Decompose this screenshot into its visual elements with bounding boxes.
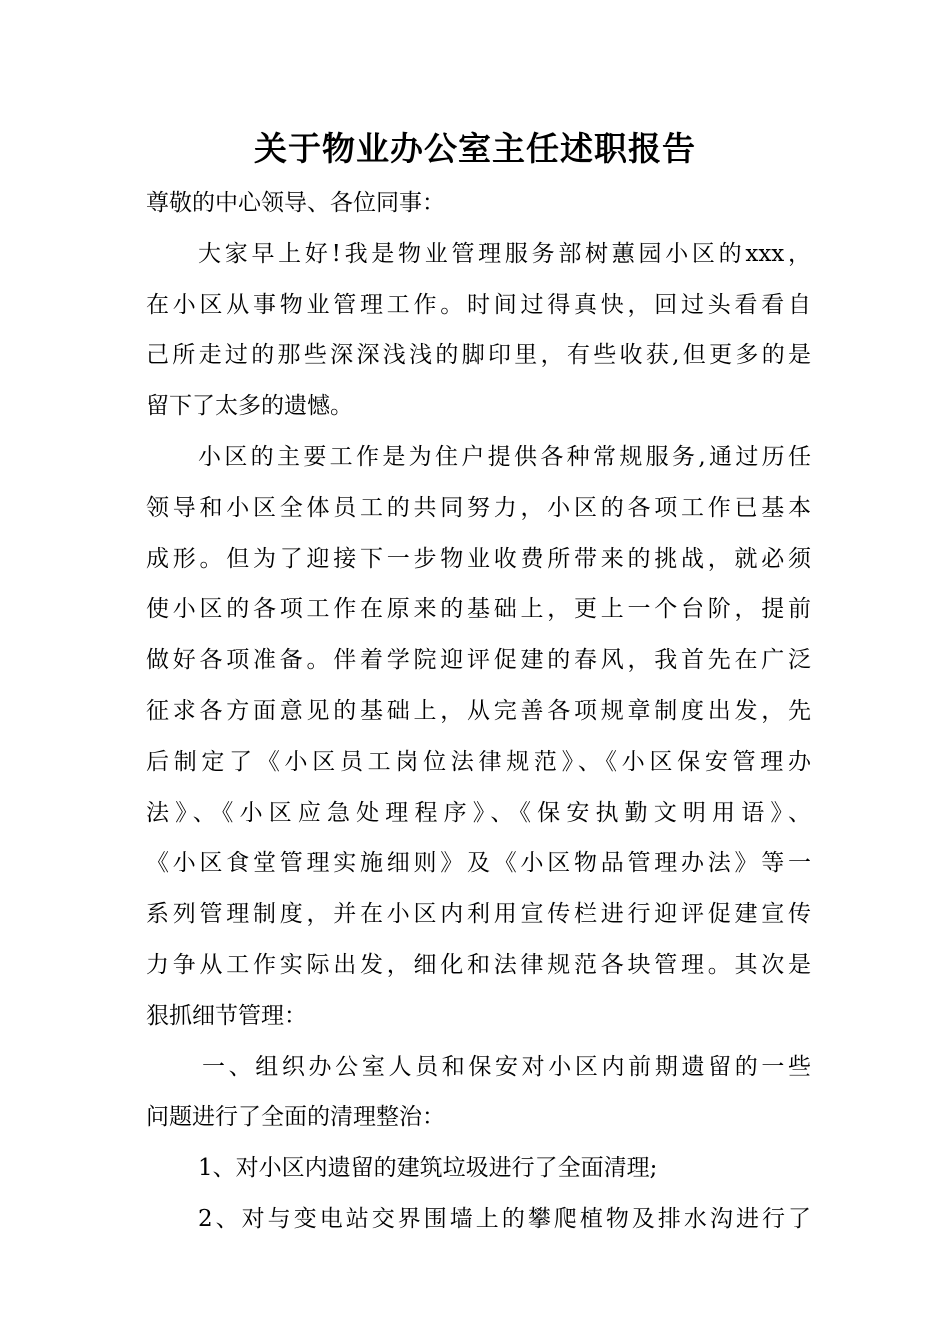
section-heading-line: 问题进行了全面的清理整治： xyxy=(146,1104,445,1131)
paragraph-line: 大家早上好!我是物业管理服务部树蕙园小区的xxx， xyxy=(198,240,811,267)
salutation-line: 尊敬的中心领导、各位同事： xyxy=(146,190,445,216)
paragraph-line: 领导和小区全体员工的共同努力，小区的各项工作已基本 xyxy=(146,494,811,521)
paragraph-line: 使小区的各项工作在原来的基础上，更上一个台阶，提前 xyxy=(146,596,811,623)
paragraph-line: 己所走过的那些深深浅浅的脚印里，有些收获,但更多的是 xyxy=(146,342,811,369)
document-body xyxy=(146,178,811,1245)
paragraph-line: 在小区从事物业管理工作。时间过得真快，回过头看看自 xyxy=(146,291,811,318)
paragraph-line: 留下了太多的遗憾。 xyxy=(146,393,353,420)
paragraph-line: 做好各项准备。伴着学院迎评促建的春风，我首先在广泛 xyxy=(146,647,811,674)
paragraph-line: 成形。但为了迎接下一步物业收费所带来的挑战，就必须 xyxy=(146,545,811,572)
list-item: 1、对小区内遗留的建筑垃圾进行了全面清理; xyxy=(198,1155,658,1182)
paragraph-line: 法》、《小区应急处理程序》、《保安执勤文明用语》、 xyxy=(146,799,811,826)
paragraph-line: 《小区食堂管理实施细则》及《小区物品管理办法》等一 xyxy=(146,850,811,877)
paragraph-line: 力争从工作实际出发，细化和法律规范各块管理。其次是 xyxy=(146,951,811,978)
document-title: 关于物业办公室主任述职报告 xyxy=(254,129,696,168)
paragraph-line: 系列管理制度，并在小区内利用宣传栏进行迎评促建宣传 xyxy=(146,901,811,928)
list-item: 2、对与变电站交界围墙上的攀爬植物及排水沟进行了 xyxy=(198,1205,811,1232)
paragraph-line: 小区的主要工作是为住户提供各种常规服务,通过历任 xyxy=(198,443,811,470)
paragraph-line: 后制定了《小区员工岗位法律规范》、《小区保安管理办 xyxy=(146,748,811,775)
paragraph-line: 征求各方面意见的基础上，从完善各项规章制度出发，先 xyxy=(146,697,811,724)
section-heading-line: 一、组织办公室人员和保安对小区内前期遗留的一些 xyxy=(202,1053,811,1080)
paragraph-line: 狠抓细节管理： xyxy=(146,1002,307,1029)
